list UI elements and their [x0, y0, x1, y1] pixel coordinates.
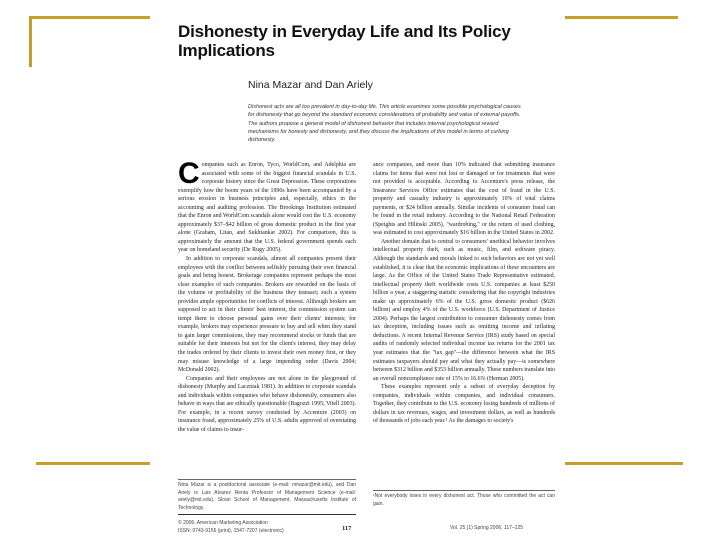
drop-cap: C [178, 161, 200, 190]
footnote-1: ¹Not everybody loses in every dishonest act. Those who committed the act can gain. [373, 493, 555, 507]
paragraph: Another domain that is central to consumers' unethical behavior involves intellectual property theft, such as music, film, and software piracy. Although the standards and morals linked to such behaviors are not yet well established, it is clear that the economic implications of these encounters are large. As the Office of the United States Trade Representative estimated, intellectual property theft worldwide costs U.S. companies at least $250 billion a year, a staggering statistic considering that the copyright industries make up approximately 6% of the U.S. gross domestic product ($626 billion) and employ 4% of the U.S. workforce (U.S. Department of Justice 2004). Perhaps the largest contribution to consumer dishonesty comes from tax deception, including issues such as omitting income and inflating deductions. A recent Internal Revenue Service (IRS) study based on special audits of randomly selected individual income tax returns for the 2001 tax year estimates that the "tax gap"—the difference between what the IRS estimates taxpayers should pay and what they actually pay—is somewhere between $312 billion and $353 billion annually. These numbers translate into an overall noncompliance rate of 15% to 16.6% (Herman 2005). [373, 238, 555, 382]
paper-title: Dishonesty in Everyday Life and Its Policy Implications [178, 22, 511, 60]
paragraph: ance companies, and more than 10% indicated that submitting insurance claims for items that were not lost or damaged or for treatments that were not provided is acceptable. According to Accenture's press release, the Insurance Services Office estimates that the cost of fraud in the U.S. property and casualty industry is approximately 10% of total claims payments, or $24 billion annually. Similar incidents of consumer fraud can be found in the retail industry. According to the National Retail Federation (Speights and Hilinski 2005), "wardrobing," or the return of used clothing, was estimated to cost approximately $16 billion in the United States in 2002. [373, 162, 555, 237]
issn: ISSN: 0743-9156 (print), 1547-7207 (electronic) [178, 528, 284, 534]
left-column [178, 161, 356, 477]
column-end-rule [178, 514, 356, 515]
volume-info: Vol. 25 (1) Spring 2006, 117–125 [450, 525, 524, 531]
right-column [373, 161, 555, 487]
paper-authors: Nina Mazar and Dan Ariely [248, 79, 373, 91]
paper-page [150, 0, 565, 540]
paragraph: In addition to corporate scandals, almost all companies present their employees with the conflict between selfishly pursuing their own financial goals and being honest. Brokerage companies represent perhaps the most clear examples of such companies. Brokers are rewarded on the basis of the volume or profitability of the business they transact; such a system provides ample opportunities for conflicts of interest. Although brokers are supposed to act in their clients' best interest, the commission system can tempt them to choose personal gains over their clients' interests; for example, brokers may experience pressure to buy and sell when they stand to gain larger commissions, they may recommend stocks or funds that are suitable for their interests but not for the client's interest, they may delay the trades ordered by their clients to invest their own money first, or they may misuse knowledge of a large impending order (Davis 2004; McDonald 2002). [178, 256, 356, 374]
copyright: © 2006, American Marketing Association [178, 520, 268, 526]
footnote-divider-right [373, 490, 555, 491]
paragraph: Companies and their employees are not alone in the playground of dishonesty (Murphy and Laczniak 1981). In addition to corporate scandals and individuals within companies who behave dishonestly, consumers also behave in ways that are ethically questionable (Bagozzi 1995; Vitell 2003). For example, in a recent survey conducted by Accenture (2003) on insurance fraud, approximately 25% of U.S. adults approved of overstating the value of claims to insur- [178, 375, 356, 433]
author-footnote: Nina Mazar is a postdoctoral associate (e-mail: nmazar@mit.edu), and Dan Ariely is Luis Alvarez Renta Professor of Management Science (e-mail: ariely@mit.edu), Sloan School of Management, Massachusetts Institute of Technology. [178, 482, 356, 511]
paragraph: These examples represent only a subset of everyday deception by companies, individuals within companies, and individual consumers. Together, they contribute to the U.S. economy losing hundreds of millions of dollars in tax revenues, wages, and investment dollars, as well as hundreds of thousands of jobs each year.¹ As the damages to society's [373, 384, 555, 425]
paper-abstract: Dishonest acts are all too prevalent in day-to-day life. This article examines some possible psychological causes for dishonesty that go beyond the standard economic considerations of probability and value of external payoffs. The authors propose a general model of dishonest behavior that includes internal psychological reward mechanisms for honesty and dishonesty, and they discuss the implications of this model in terms of curbing dishonesty. [248, 104, 521, 144]
page-number: 117 [342, 525, 352, 532]
footer-left [178, 519, 284, 535]
accent-line-left [29, 16, 32, 67]
footnote-divider-left [178, 479, 356, 480]
paragraph: Companies such as Enron, Tyco, WorldCom, and Adelphia are associated with some of the biggest financial scandals in U.S. corporate history since the Great Depression. These corporations exemplify how the boom years of the 1990s have been accompanied by a serious erosion in business principles and, especially, ethics in the accounting and auditing profession. The Brookings Institution estimated that the Enron and WorldCom scandals alone would cost the U.S. economy approximately $37–$42 billion of gross domestic product in the first year alone (Graham, Litan, and Sukhtankar 2002). For comparison, this is approximately the amount that the U.S. federal government spends each year on homeland security (De Rugy 2005). [178, 161, 356, 254]
